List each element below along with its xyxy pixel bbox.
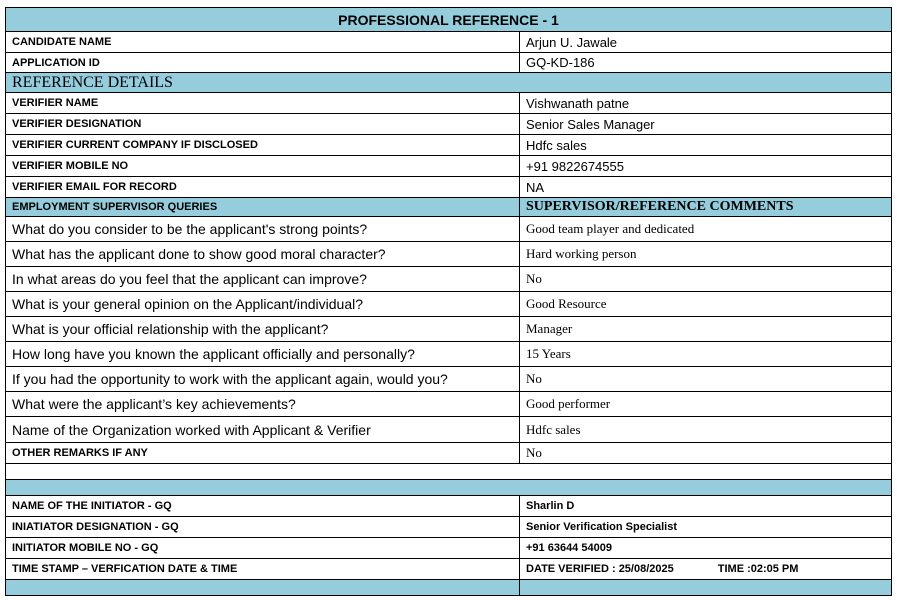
reference-details-heading: REFERENCE DETAILS bbox=[6, 73, 892, 93]
timestamp-label: TIME STAMP – VERFICATION DATE & TIME bbox=[6, 559, 520, 580]
query-row bbox=[6, 217, 892, 242]
application-id-label: APPLICATION ID bbox=[6, 53, 520, 73]
query-row bbox=[6, 342, 892, 367]
footer-band-right bbox=[520, 580, 892, 596]
query-row bbox=[6, 242, 892, 267]
queries-header-left: EMPLOYMENT SUPERVISOR QUERIES bbox=[6, 198, 520, 217]
query-row bbox=[6, 417, 892, 443]
initiator-mobile-label: INITIATOR MOBILE NO - GQ bbox=[6, 538, 520, 559]
verified-date: DATE VERIFIED : 25/08/2025 bbox=[526, 563, 674, 575]
initiator-designation-value: Senior Verification Specialist bbox=[520, 517, 892, 538]
spacer-cell bbox=[6, 464, 892, 480]
query-answer: Good performer bbox=[520, 392, 892, 417]
application-id-row bbox=[6, 53, 892, 73]
query-question: Name of the Organization worked with Applicant & Verifier bbox=[6, 417, 520, 443]
query-question: What is your official relationship with the applicant? bbox=[6, 317, 520, 342]
footer-band-row bbox=[6, 580, 892, 596]
query-question: In what areas do you feel that the applicant can improve? bbox=[6, 267, 520, 292]
professional-reference-table bbox=[5, 7, 892, 596]
verifier-name-value: Vishwanath patne bbox=[520, 93, 892, 114]
other-remarks-label: OTHER REMARKS IF ANY bbox=[6, 443, 520, 464]
query-answer: Manager bbox=[520, 317, 892, 342]
query-question: What do you consider to be the applicant's strong points? bbox=[6, 217, 520, 242]
initiator-name-row bbox=[6, 496, 892, 517]
timestamp-value bbox=[520, 559, 892, 580]
initiator-mobile-row bbox=[6, 538, 892, 559]
verified-time: TIME :02:05 PM bbox=[717, 563, 799, 575]
verifier-designation-row bbox=[6, 114, 892, 135]
verifier-email-row bbox=[6, 177, 892, 198]
query-question: What were the applicant’s key achievements? bbox=[6, 392, 520, 417]
query-row bbox=[6, 267, 892, 292]
page-title: PROFESSIONAL REFERENCE - 1 bbox=[6, 8, 892, 32]
query-question: If you had the opportunity to work with the applicant again, would you? bbox=[6, 367, 520, 392]
verifier-name-label: VERIFIER NAME bbox=[6, 93, 520, 114]
other-remarks-row bbox=[6, 443, 892, 464]
verifier-company-value: Hdfc sales bbox=[520, 135, 892, 156]
candidate-name-row bbox=[6, 32, 892, 53]
initiator-name-label: NAME OF THE INITIATOR - GQ bbox=[6, 496, 520, 517]
query-answer: Hard working person bbox=[520, 242, 892, 267]
queries-header-right: SUPERVISOR/REFERENCE COMMENTS bbox=[520, 198, 892, 217]
verifier-designation-value: Senior Sales Manager bbox=[520, 114, 892, 135]
initiator-mobile-value: +91 63644 54009 bbox=[520, 538, 892, 559]
application-id-value: GQ-KD-186 bbox=[520, 53, 892, 73]
footer-band-left bbox=[6, 580, 520, 596]
verifier-designation-label: VERIFIER DESIGNATION bbox=[6, 114, 520, 135]
candidate-name-label: CANDIDATE NAME bbox=[6, 32, 520, 53]
query-answer: Hdfc sales bbox=[520, 417, 892, 443]
query-answer: Good Resource bbox=[520, 292, 892, 317]
candidate-name-value: Arjun U. Jawale bbox=[520, 32, 892, 53]
verifier-email-value: NA bbox=[520, 177, 892, 198]
query-answer: No bbox=[520, 267, 892, 292]
reference-details-row bbox=[6, 73, 892, 93]
query-question: What has the applicant done to show good moral character? bbox=[6, 242, 520, 267]
queries-header-row bbox=[6, 198, 892, 217]
timestamp-row bbox=[6, 559, 892, 580]
query-row bbox=[6, 392, 892, 417]
initiator-designation-row bbox=[6, 517, 892, 538]
band-cell bbox=[6, 480, 892, 496]
other-remarks-value: No bbox=[520, 443, 892, 464]
band-row bbox=[6, 480, 892, 496]
query-answer: No bbox=[520, 367, 892, 392]
query-question: What is your general opinion on the Applicant/individual? bbox=[6, 292, 520, 317]
initiator-name-value: Sharlin D bbox=[520, 496, 892, 517]
query-row bbox=[6, 292, 892, 317]
verifier-company-label: VERIFIER CURRENT COMPANY IF DISCLOSED bbox=[6, 135, 520, 156]
query-answer: 15 Years bbox=[520, 342, 892, 367]
query-row bbox=[6, 367, 892, 392]
query-question: How long have you known the applicant officially and personally? bbox=[6, 342, 520, 367]
verifier-email-label: VERIFIER EMAIL FOR RECORD bbox=[6, 177, 520, 198]
spacer-row bbox=[6, 464, 892, 480]
verifier-name-row bbox=[6, 93, 892, 114]
query-row bbox=[6, 317, 892, 342]
initiator-designation-label: INIATIATOR DESIGNATION - GQ bbox=[6, 517, 520, 538]
verifier-mobile-value: +91 9822674555 bbox=[520, 156, 892, 177]
query-answer: Good team player and dedicated bbox=[520, 217, 892, 242]
verifier-mobile-row bbox=[6, 156, 892, 177]
verifier-mobile-label: VERIFIER MOBILE NO bbox=[6, 156, 520, 177]
title-row bbox=[6, 8, 892, 32]
verifier-company-row bbox=[6, 135, 892, 156]
